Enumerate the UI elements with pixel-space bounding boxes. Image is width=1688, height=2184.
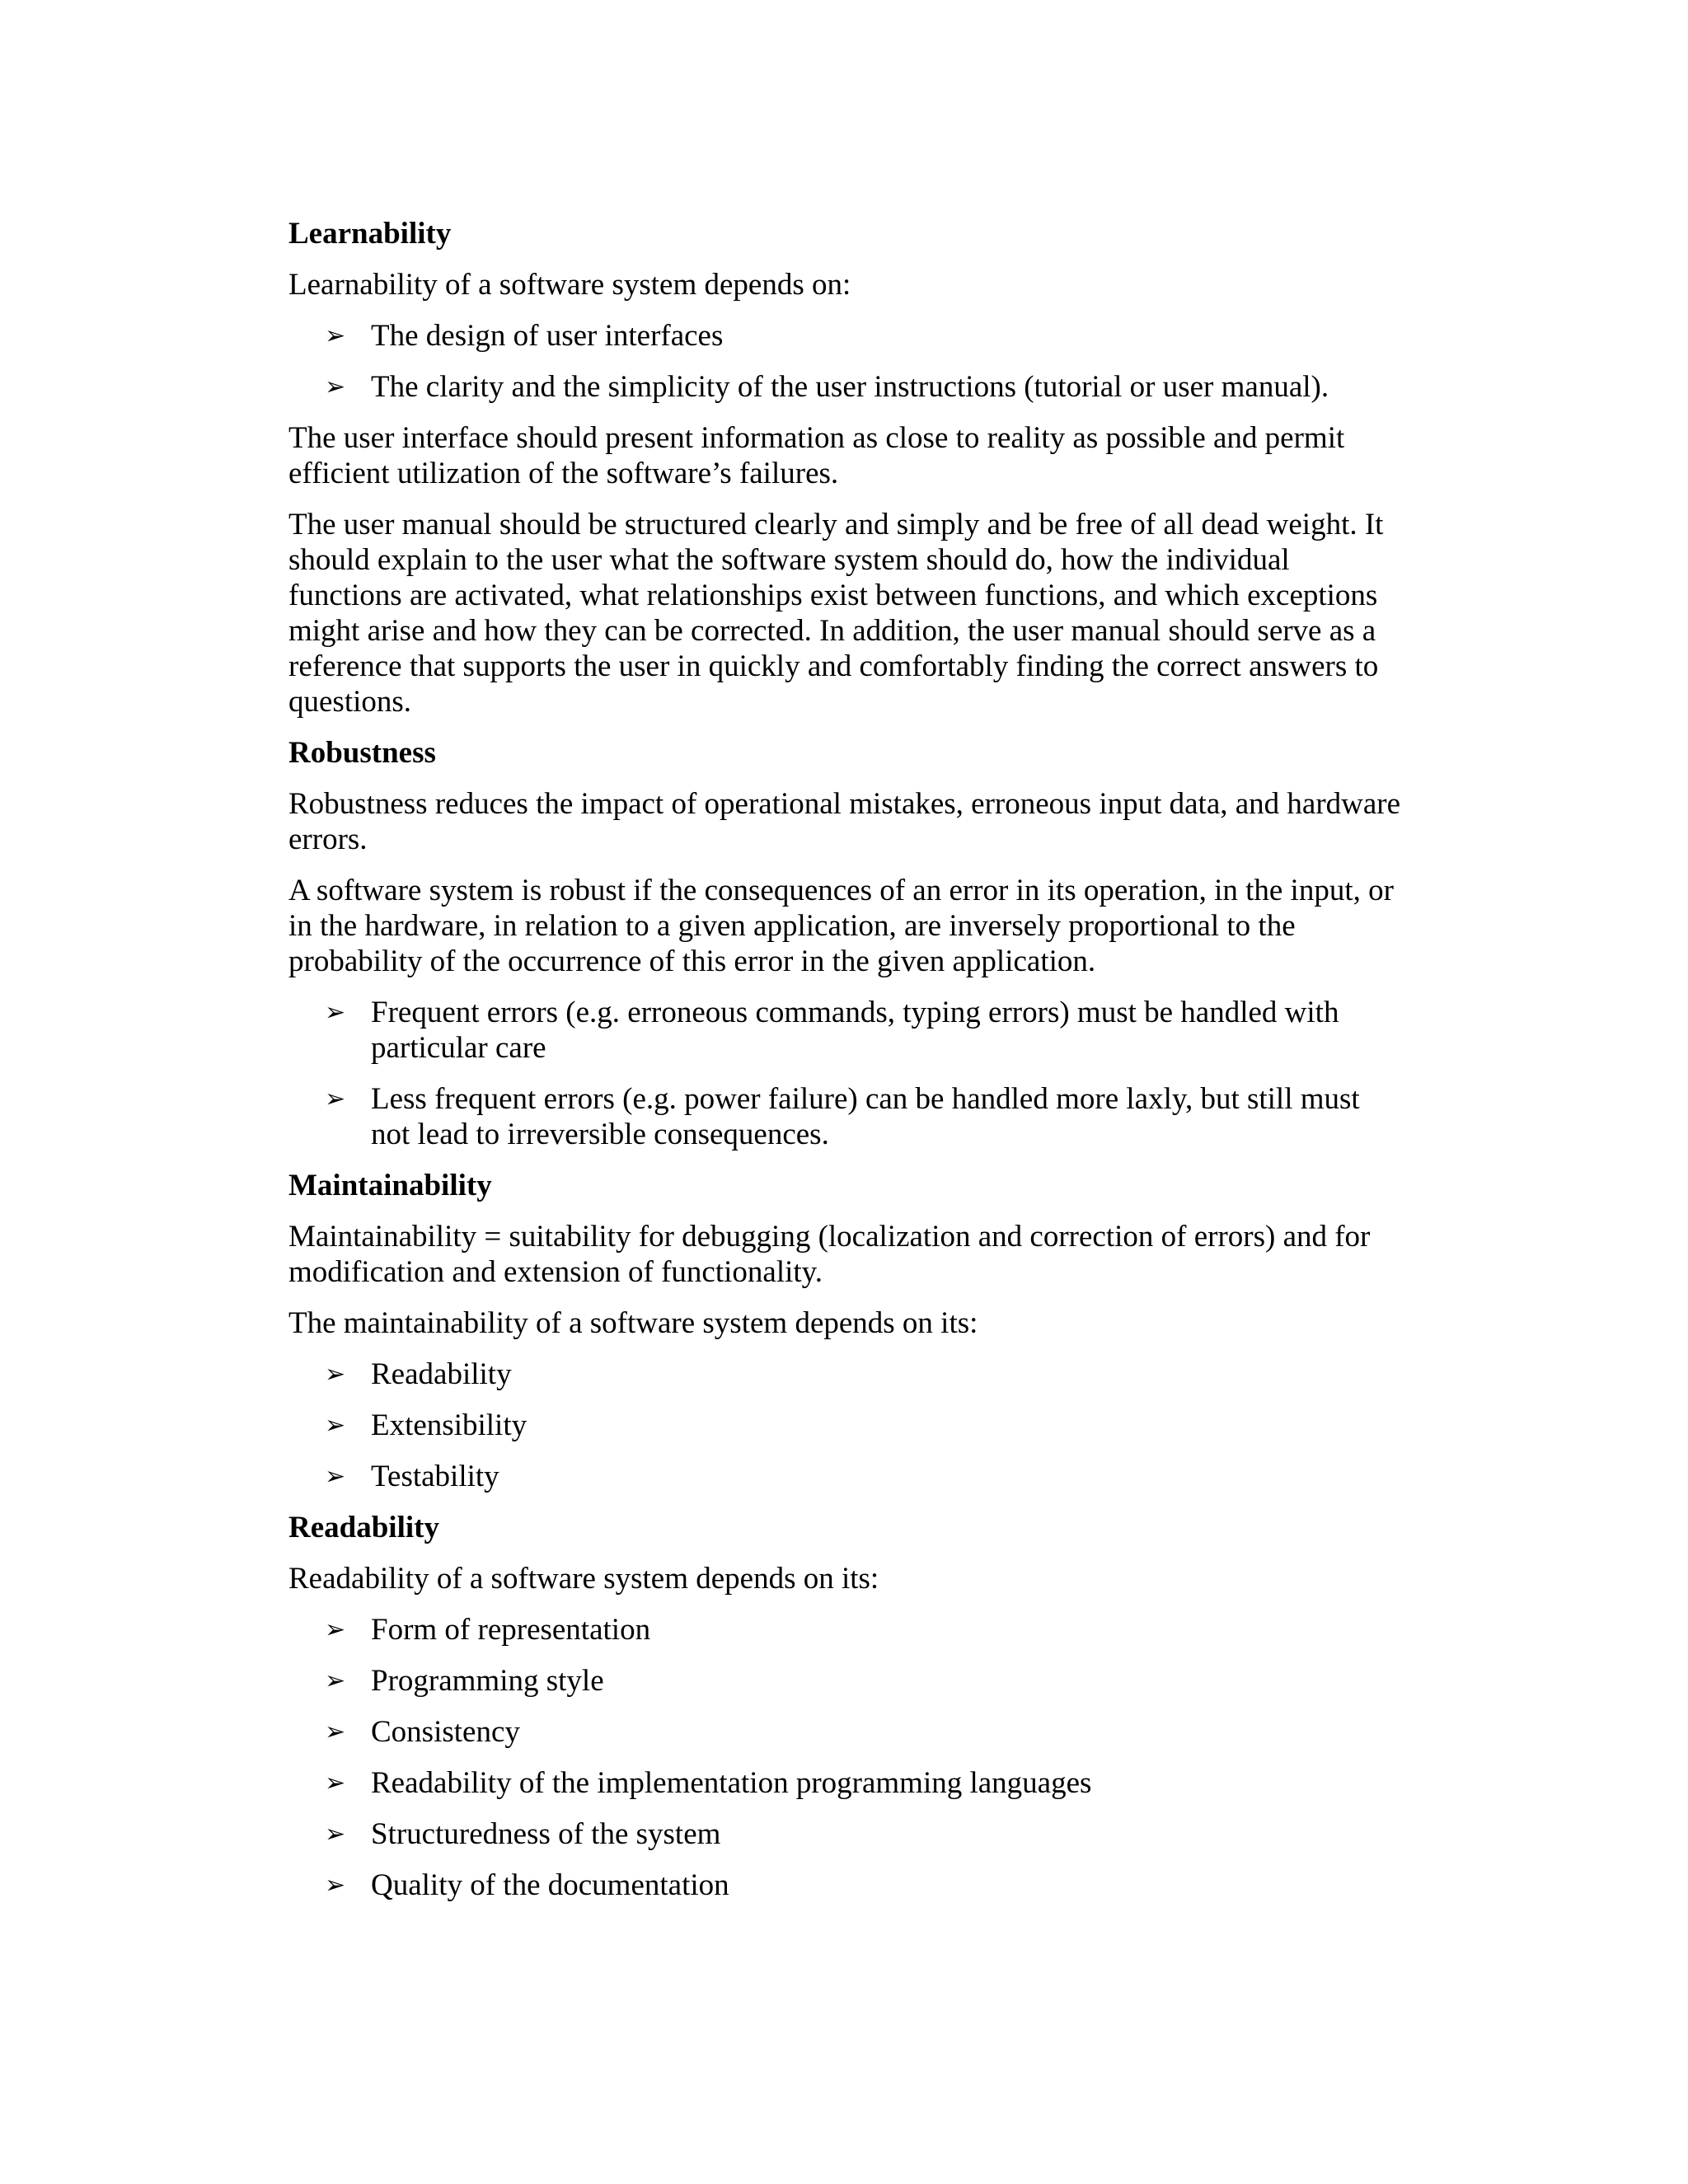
paragraph: Readability of a software system depends on its: (288, 1562, 879, 1596)
paragraph: A software system is robust if the consequences of an error in its operation, in the input, or in the hardware, in relation to a given application, are inversely proportional to the probability of the occurrence of this error in the given application. (288, 874, 1394, 978)
arrow-bullet-icon: ➢ (325, 1718, 346, 1746)
paragraph: Maintainability = suitability for debugging (localization and correction of errors) and for modification and extension of functionality. (288, 1220, 1371, 1289)
bullet-text: Readability of the implementation programming languages (371, 1766, 1092, 1800)
arrow-bullet-icon: ➢ (325, 998, 346, 1027)
bullet-list (288, 995, 1401, 1152)
section-heading: Readability (288, 1511, 439, 1544)
arrow-bullet-icon: ➢ (325, 1820, 346, 1849)
bullet-item (288, 369, 1401, 405)
arrow-bullet-icon: ➢ (325, 373, 346, 401)
arrow-bullet-icon: ➢ (325, 1462, 346, 1491)
bullet-list (288, 1357, 1401, 1494)
bullet-item (288, 1765, 1401, 1801)
bullet-text: Frequent errors (e.g. erroneous commands, typing errors) must be handled with particular care (371, 996, 1339, 1065)
bullet-item (288, 995, 1401, 1066)
paragraph: The maintainability of a software system depends on its: (288, 1306, 978, 1340)
arrow-bullet-icon: ➢ (325, 1871, 346, 1900)
arrow-bullet-icon: ➢ (325, 1615, 346, 1644)
paragraph: Robustness reduces the impact of operational mistakes, erroneous input data, and hardware errors. (288, 787, 1401, 856)
bullet-item (288, 1816, 1401, 1852)
arrow-bullet-icon: ➢ (325, 1411, 346, 1440)
document-page (288, 216, 1401, 1919)
bullet-text: Testability (371, 1460, 499, 1493)
bullet-text: Structuredness of the system (371, 1817, 721, 1851)
bullet-list (288, 1612, 1401, 1903)
bullet-text: Form of representation (371, 1613, 651, 1647)
bullet-item (288, 1868, 1401, 1903)
bullet-text: The clarity and the simplicity of the user instructions (tutorial or user manual). (371, 370, 1329, 404)
bullet-text: Extensibility (371, 1408, 528, 1442)
arrow-bullet-icon: ➢ (325, 1769, 346, 1797)
bullet-item (288, 1714, 1401, 1750)
paragraph: Learnability of a software system depends on: (288, 268, 851, 302)
bullet-text: Less frequent errors (e.g. power failure) can be handled more laxly, but still must not lead to irreversible consequences. (371, 1082, 1360, 1151)
section-heading: Maintainability (288, 1169, 492, 1202)
section-heading: Learnability (288, 217, 452, 251)
bullet-text: Readability (371, 1357, 512, 1391)
arrow-bullet-icon: ➢ (325, 321, 346, 350)
bullet-text: Programming style (371, 1664, 604, 1698)
bullet-item (288, 1663, 1401, 1699)
bullet-item (288, 318, 1401, 354)
bullet-text: Quality of the documentation (371, 1868, 729, 1902)
section-heading: Robustness (288, 736, 436, 770)
bullet-item (288, 1408, 1401, 1443)
bullet-item (288, 1459, 1401, 1494)
paragraph: The user interface should present information as close to reality as possible and permit efficient utilization of the software’s failures. (288, 421, 1345, 490)
bullet-text: The design of user interfaces (371, 319, 724, 353)
bullet-list (288, 318, 1401, 405)
arrow-bullet-icon: ➢ (325, 1360, 346, 1389)
bullet-text: Consistency (371, 1715, 520, 1749)
bullet-item (288, 1081, 1401, 1152)
bullet-item (288, 1612, 1401, 1647)
arrow-bullet-icon: ➢ (325, 1666, 346, 1695)
paragraph: The user manual should be structured clearly and simply and be free of all dead weight. It should explain to the user what the software system should do, how the individual functions are activated, what relationships exist between functions, and which exceptions might arise and how they can be corrected. In addition, the user manual should serve as a reference that supports the user in quickly and comfortably finding the correct answers to questions. (288, 508, 1384, 719)
bullet-item (288, 1357, 1401, 1392)
arrow-bullet-icon: ➢ (325, 1085, 346, 1113)
